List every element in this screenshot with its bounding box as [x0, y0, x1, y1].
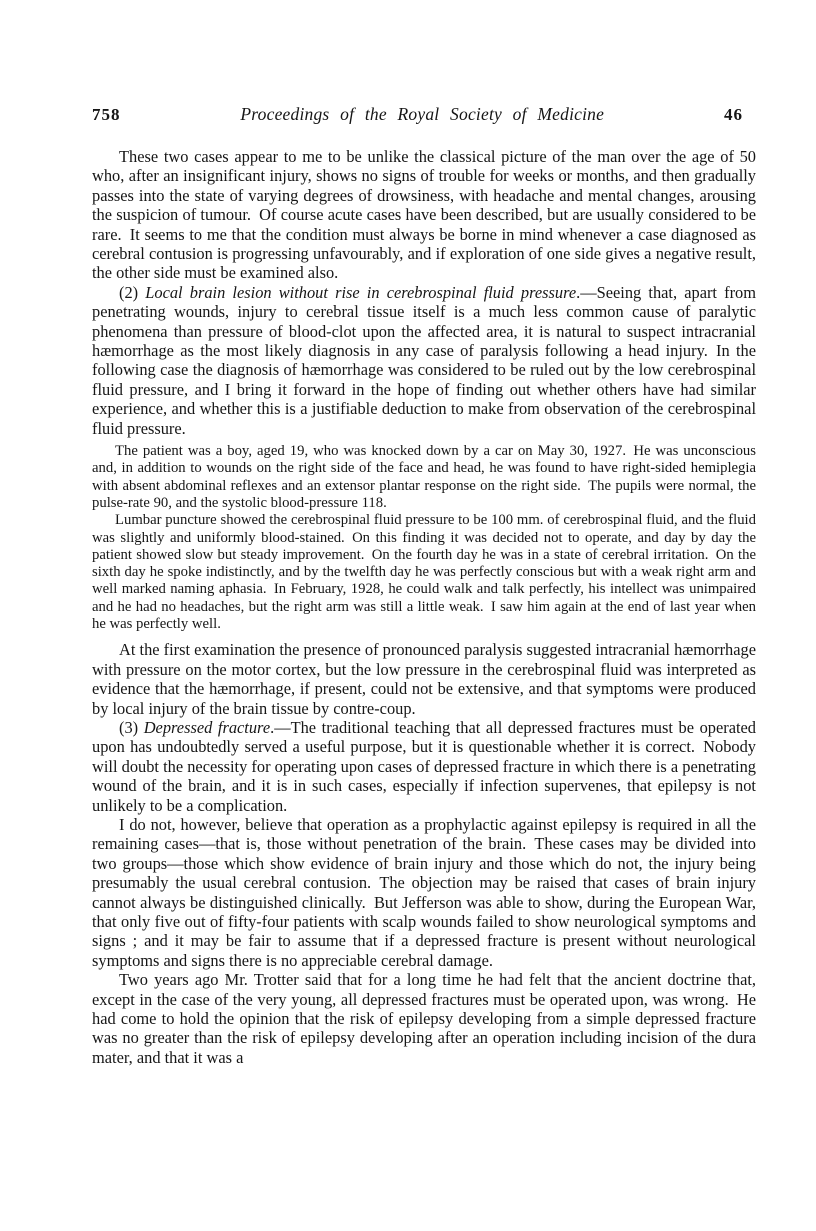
paragraph-text: These two cases appear to me to be unlike the classical picture of the man over the age of 50 who, after an insignificant injury, shows no signs of trouble for weeks or months, and then gradually passes into the state of varying degrees of drowsiness, with headache and mental changes, arousing the suspicion of tumour. Of course acute cases have been described, but are usually considered to be rare. It seems to me that the condition must always be borne in mind whenever a case diagnosed as cerebral contusion is progressing unfavourably, and if exploration of one side gives a negative result, the other side must be examined also.: [92, 147, 756, 283]
section-3-heading: Depressed fracture: [143, 717, 271, 737]
journal-title: Proceedings of the Royal Society of Medicine: [240, 104, 605, 124]
paragraph-prophylactic: [92, 815, 756, 970]
paragraph-text: Lumbar puncture showed the cerebrospinal fluid pressure to be 100 mm. of cerebrospinal fluid, and the fluid was slightly and uniformly blood-stained. On this finding it was decided not to operate, and day by day the patient showed slow but steady improvement. On the fourth day he was in a state of cerebral irritation. On the sixth day he spoke indistinctly, and by the twelfth day he was perfectly conscious but with a weak right arm and well marked naming aphasia. In February, 1928, he could walk and talk perfectly, his intellect was unimpaired and he had no headaches, but the right arm was still a little weak. I saw him again at the end of last year when he was perfectly well.: [92, 512, 756, 633]
paragraph-text: .—The traditional teaching that all depressed fractures must be operated upon has undoubtedly served a useful purpose, but it is questionable whether it is correct. Nobody will doubt the necessity for operating upon cases of depressed fracture in which there is a penetrating wound of the brain, and it is in such cases, especially if infection supervenes, that epilepsy is not unlikely to be a complication.: [92, 717, 756, 815]
page-number-left: 758: [92, 105, 121, 124]
section-3-number: (3): [119, 717, 144, 737]
page-number-right: 46: [724, 105, 743, 124]
section-2-heading: Local brain lesion without rise in cerebrospinal fluid pressure: [145, 282, 577, 302]
paragraph-text: At the first examination the presence of pronounced paralysis suggested intracranial hæmorrhage with pressure on the motor cortex, but the low pressure in the cerebrospinal fluid was interpreted as evidence that the hæmorrhage, if present, could not be extensive, and that symptoms were produced by local injury of the brain tissue by contre-coup.: [92, 640, 756, 718]
case-paragraph-1: [92, 443, 756, 512]
page-header: [92, 104, 756, 125]
section-2-number: (2): [119, 282, 146, 302]
paragraph-text: The patient was a boy, aged 19, who was knocked down by a car on May 30, 1927. He was unconscious and, in addition to wounds on the right side of the face and head, he was found to have right-sided hemiplegia with absent abdominal reflexes and an extensor plantar response on the right side. The pupils were normal, the pulse-rate 90, and the systolic blood-pressure 118.: [92, 443, 756, 511]
page-content: [92, 104, 756, 1067]
paragraph-text: Two years ago Mr. Trotter said that for a long time he had felt that the ancient doctrine that, except in the case of the very young, all depressed fractures must be operated upon, was wrong. He had come to hold the opinion that the risk of epilepsy developing from a simple depressed fracture was no greater than the risk of epilepsy developing after an operation including incision of the dura mater, and that it was a: [92, 970, 756, 1067]
paragraph-text: I do not, however, believe that operation as a prophylactic against epilepsy is required in all the remaining cases—that is, those without penetration of the brain. These cases may be divided into two groups—those which show evidence of brain injury and those which do not, the injury being presumably the usual cerebral contusion. The objection may be raised that cases of brain injury cannot always be distinguished clinically. But Jefferson was able to show, during the European War, that only five out of fifty-four patients with scalp wounds failed to show neurological symptoms and signs ; and it may be fair to assume that if a depressed fracture is present without neurological symptoms and signs there is no appreciable cerebral damage.: [92, 815, 756, 970]
paragraph-section-2: [92, 283, 756, 438]
paragraph-text: .—Seeing that, apart from penetrating wounds, injury to cerebral tissue itself is a much less common cause of paralytic phenomena than pressure of blood-clot upon the affected area, it is natural to suspect intracranial hæmorrhage as the most likely diagnosis in any case of paralysis following a head injury. In the following case the diagnosis of hæmorrhage was considered to be ruled out by the low cerebrospinal fluid pressure, and I bring it forward in the hope of finding out whether others have had similar experience, and whether this is a justifiable deduction to make from observation of the cerebrospinal fluid pressure.: [92, 282, 756, 438]
paragraph-cases-intro: [92, 147, 756, 283]
paragraph-first-examination: [92, 640, 756, 718]
article-body: [92, 147, 756, 1067]
case-paragraph-2: [92, 512, 756, 633]
paragraph-trotter: [92, 970, 756, 1067]
case-report-block: [92, 443, 756, 633]
paragraph-section-3: [92, 718, 756, 815]
